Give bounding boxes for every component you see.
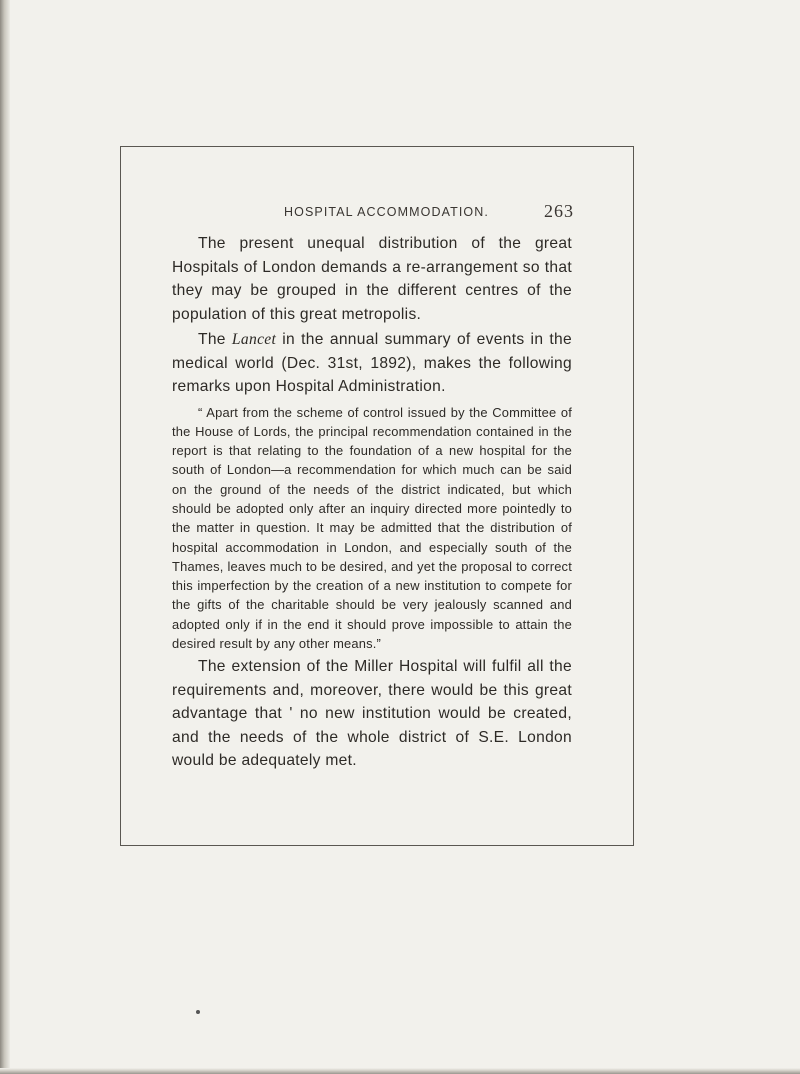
body-text <box>172 232 572 773</box>
running-head <box>284 203 574 227</box>
page-number: 263 <box>544 201 574 221</box>
paragraph-1: The present unequal distribution of the great Hospitals of London demands a re-arrangement so that they may be grouped in the different centres of the population of this great metropolis. <box>172 235 572 323</box>
running-title: HOSPITAL ACCOMMODATION. <box>284 205 489 219</box>
lancet-title: Lancet <box>231 331 277 348</box>
ink-speck <box>196 1010 200 1014</box>
paragraph-2-rest: in the annual summary of events in the medical world (Dec. 31st, 1892), makes the following remarks upon Hospital Administration. <box>172 331 573 395</box>
paragraph-2 <box>172 328 572 399</box>
lancet-quotation: “ Apart from the scheme of control issued by the Committee of the House of Lords, the principal recommendation contained in the report is that relating to the foundation of a new hospital for the south of London—a recommendation for which much can be said on the ground of the needs of the district indicated, but which should be adopted only after an inquiry directed more pointedly to the matter in question. It may be admitted that the distribution of hospital accommodation in London, and especially south of the Thames, leaves much to be desired, and yet the proposal to correct this imperfection by the creation of a new institution to compete for the gifts of the charitable should be very jealously scanned and adopted only if in the end it should prove impossible to attain the desired result by any other means.” <box>172 404 572 652</box>
page-bottom-edge <box>0 1068 800 1074</box>
page-edge-shadow <box>0 0 10 1074</box>
paragraph-3: The extension of the Miller Hospital will fulfil all the requirements and, moreover, there would be this great advantage that ' no new institution would be created, and the needs of the whole district of S.E. London would be adequately met. <box>172 658 572 770</box>
paragraph-2-prefix: The <box>198 331 232 348</box>
